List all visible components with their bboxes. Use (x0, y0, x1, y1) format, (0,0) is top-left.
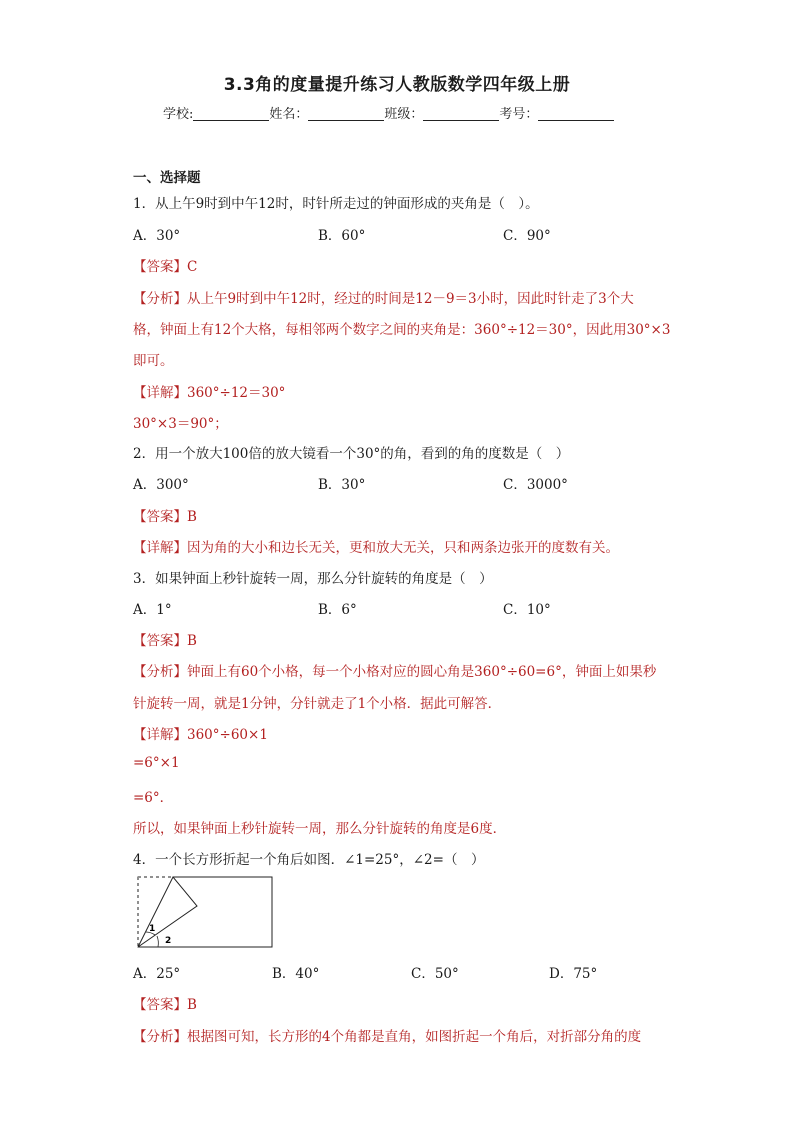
q2-stem: 2．用一个放大100倍的放大镜看一个30°的角，看到的角的度数是（ ） (133, 446, 570, 462)
q4-answer-line (133, 993, 197, 1013)
q4-analysis-text-1: 根据图可知，长方形的4个角都是直角，如图折起一个角后，对折部分角的度 (187, 1029, 642, 1045)
detail-tag: 【详解】 (133, 385, 187, 401)
detail-tag: 【详解】 (133, 727, 187, 743)
q4-option-a: A．25° (133, 966, 181, 982)
answer-tag: 【答案】 (133, 509, 187, 525)
q3-detail-line-2: =6°×1 (133, 755, 180, 771)
q1-detail-text-1: 360°÷12＝30° (187, 385, 286, 401)
q1-detail-line-1 (133, 381, 285, 401)
q3-detail-line-3: =6°． (133, 790, 174, 806)
q2-option-a: A．300° (133, 477, 189, 493)
q4-analysis-line-1 (133, 1025, 641, 1045)
analysis-tag: 【分析】 (133, 664, 187, 680)
q3-answer-line (133, 629, 197, 649)
q1-detail-line-2: 30°×3＝90°； (133, 416, 228, 432)
q2-option-b: B．30° (318, 477, 366, 493)
rectangle-outline (138, 877, 272, 947)
q2-detail-text-1: 因为角的大小和边长无关，更和放大无关，只和两条边张开的度数有关。 (187, 540, 619, 556)
q4-option-d: D．75° (549, 966, 598, 982)
name-label: 姓名： (269, 107, 309, 122)
q3-detail-text-1: 360°÷60×1 (187, 727, 268, 743)
q4-stem: 4．一个长方形折起一个角后如图．∠1=25°，∠2=（ ） (133, 852, 485, 868)
school-label: 学校: (163, 107, 194, 122)
q2-option-c: C．3000° (503, 477, 568, 493)
q1-analysis-text-1: 从上午9时到中午12时，经过的时间是12－9＝3小时，因此时针走了3个大 (187, 291, 634, 307)
q1-analysis-line-2: 格，钟面上有12个大格，每相邻两个数字之间的夹角是：360°÷12＝30°，因此用30°×3 (133, 322, 671, 338)
student-info-row (163, 103, 614, 122)
angle-1-label: 1 (149, 924, 156, 934)
q3-stem: 3．如果钟面上秒针旋转一周，那么分针旋转的角度是（ ） (133, 571, 493, 587)
q2-answer: B (187, 509, 197, 525)
analysis-tag: 【分析】 (133, 291, 187, 307)
q1-option-a: A．30° (133, 228, 181, 244)
q1-option-b: B．60° (318, 228, 366, 244)
q3-answer: B (187, 633, 197, 649)
exam-no-label: 考号： (499, 107, 539, 122)
q4-answer: B (187, 997, 197, 1013)
q3-option-a: A．1° (133, 602, 172, 618)
q3-option-b: B．6° (318, 602, 357, 618)
detail-tag: 【详解】 (133, 540, 187, 556)
answer-tag: 【答案】 (133, 633, 187, 649)
angle-2-label: 2 (165, 936, 172, 946)
q1-answer: C (187, 259, 198, 275)
q3-analysis-line-1 (133, 660, 656, 680)
section-heading: 一、选择题 (133, 170, 201, 186)
class-label: 班级： (384, 107, 424, 122)
q3-option-c: C．10° (503, 602, 551, 618)
answer-tag: 【答案】 (133, 259, 187, 275)
q3-analysis-line-2: 针旋转一周，就是1分钟，分针就走了1个小格．据此可解答． (133, 696, 502, 712)
name-blank[interactable] (308, 106, 384, 121)
answer-tag: 【答案】 (133, 997, 187, 1013)
angle-2-arc (157, 936, 158, 947)
q1-analysis-line-1 (133, 287, 634, 307)
school-blank[interactable] (193, 106, 269, 121)
q1-analysis-line-3: 即可。 (133, 353, 174, 369)
q4-option-c: C．50° (411, 966, 459, 982)
page-title: 3.3角的度量提升练习人教版数学四年级上册 (223, 75, 571, 95)
q1-stem: 1．从上午9时到中午12时，时针所走过的钟面形成的夹角是（ ）。 (133, 196, 539, 212)
exam-no-blank[interactable] (538, 106, 614, 121)
q3-detail-line-1 (133, 723, 268, 743)
q2-detail-line-1 (133, 536, 619, 556)
q3-detail-line-4: 所以，如果钟面上秒针旋转一周，那么分针旋转的角度是6度． (133, 821, 507, 837)
q2-answer-line (133, 505, 197, 525)
q1-option-c: C．90° (503, 228, 551, 244)
q3-analysis-text-1: 钟面上有60个小格，每一个小格对应的圆心角是360°÷60=6°，钟面上如果秒 (187, 664, 657, 680)
class-blank[interactable] (423, 106, 499, 121)
q1-answer-line (133, 255, 197, 275)
analysis-tag: 【分析】 (133, 1029, 187, 1045)
q4-option-b: B．40° (272, 966, 320, 982)
folded-rectangle-figure (135, 874, 277, 952)
